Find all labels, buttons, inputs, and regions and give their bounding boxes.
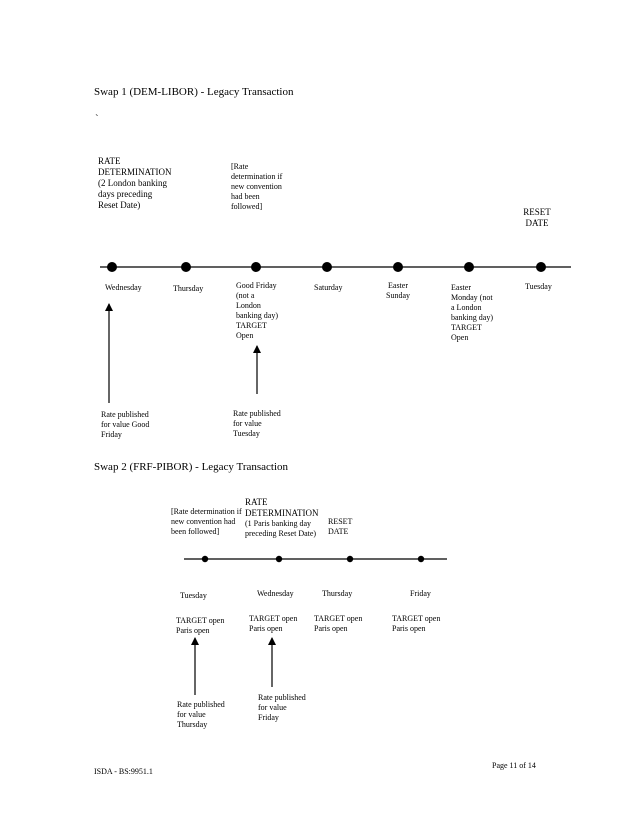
swap2-reset-date: RESET DATE bbox=[328, 517, 353, 536]
swap2-rate-published-2: Rate published for value Friday bbox=[258, 693, 306, 722]
swap2-day-thursday: Thursday bbox=[322, 589, 353, 598]
swap1-dot-saturday bbox=[322, 262, 332, 272]
swap2-dot-wednesday bbox=[276, 556, 282, 562]
swap2-dot-friday bbox=[418, 556, 424, 562]
swap2-dot-thursday bbox=[347, 556, 353, 562]
swap1-dot-easter-sunday bbox=[393, 262, 403, 272]
swap1-dot-wednesday bbox=[107, 262, 117, 272]
swap2-status-tuesday: TARGET open Paris open bbox=[176, 616, 225, 635]
swap1-rate-published-1: Rate published for value Good Friday bbox=[101, 410, 150, 439]
swap2-day-wednesday: Wednesday bbox=[257, 589, 294, 598]
swap1-reset-date: RESET DATE bbox=[523, 207, 551, 228]
swap1-day-easter-monday: Easter Monday (not a London banking day) TARGET Open bbox=[451, 283, 493, 342]
swap1-day-tuesday: Tuesday bbox=[525, 282, 552, 291]
swap1-day-good-friday: Good Friday (not a London banking day) TARGET Open bbox=[236, 281, 278, 340]
swap2-rate-determination: RATE DETERMINATION bbox=[245, 497, 319, 518]
swap1-title: Swap 1 (DEM-LIBOR) - Legacy Transaction bbox=[94, 86, 294, 98]
swap1-rate-determination-alt: [Rate determination if new convention had been followed] bbox=[231, 162, 283, 211]
swap2-status-friday: TARGET open Paris open bbox=[392, 614, 441, 633]
swap2-status-thursday: TARGET open Paris open bbox=[314, 614, 363, 633]
swap1-dot-tuesday bbox=[536, 262, 546, 272]
swap1-rate-determination: RATE DETERMINATION (2 London banking days preceding Reset Date) bbox=[98, 156, 172, 210]
swap2-rate-published-1: Rate published for value Thursday bbox=[177, 700, 225, 729]
swap1-day-easter-sunday: Easter Sunday bbox=[386, 281, 410, 300]
swap1-day-wednesday: Wednesday bbox=[105, 283, 142, 292]
swap2-title: Swap 2 (FRF-PIBOR) - Legacy Transaction bbox=[94, 461, 289, 473]
swap1-day-thursday: Thursday bbox=[173, 284, 204, 293]
swap1-dot-good-friday bbox=[251, 262, 261, 272]
page-number: Page 11 of 14 bbox=[492, 761, 536, 770]
swap1-dot-easter-monday bbox=[464, 262, 474, 272]
swap2-dot-tuesday bbox=[202, 556, 208, 562]
swap2-rate-determination-alt: [Rate determination if new convention had been followed] bbox=[171, 507, 242, 536]
swap1-dot-thursday bbox=[181, 262, 191, 272]
swap1-rate-published-2: Rate published for value Tuesday bbox=[233, 409, 281, 438]
stray-tick-mark: ` bbox=[95, 113, 99, 125]
swap1-day-saturday: Saturday bbox=[314, 283, 343, 292]
swap2-day-friday: Friday bbox=[410, 589, 431, 598]
swap2-day-tuesday: Tuesday bbox=[180, 591, 207, 600]
swap2-rate-determination-note: (1 Paris banking day preceding Reset Date) bbox=[245, 519, 317, 538]
swap2-status-wednesday: TARGET open Paris open bbox=[249, 614, 298, 633]
document-id: ISDA - BS:9951.1 bbox=[94, 767, 153, 776]
